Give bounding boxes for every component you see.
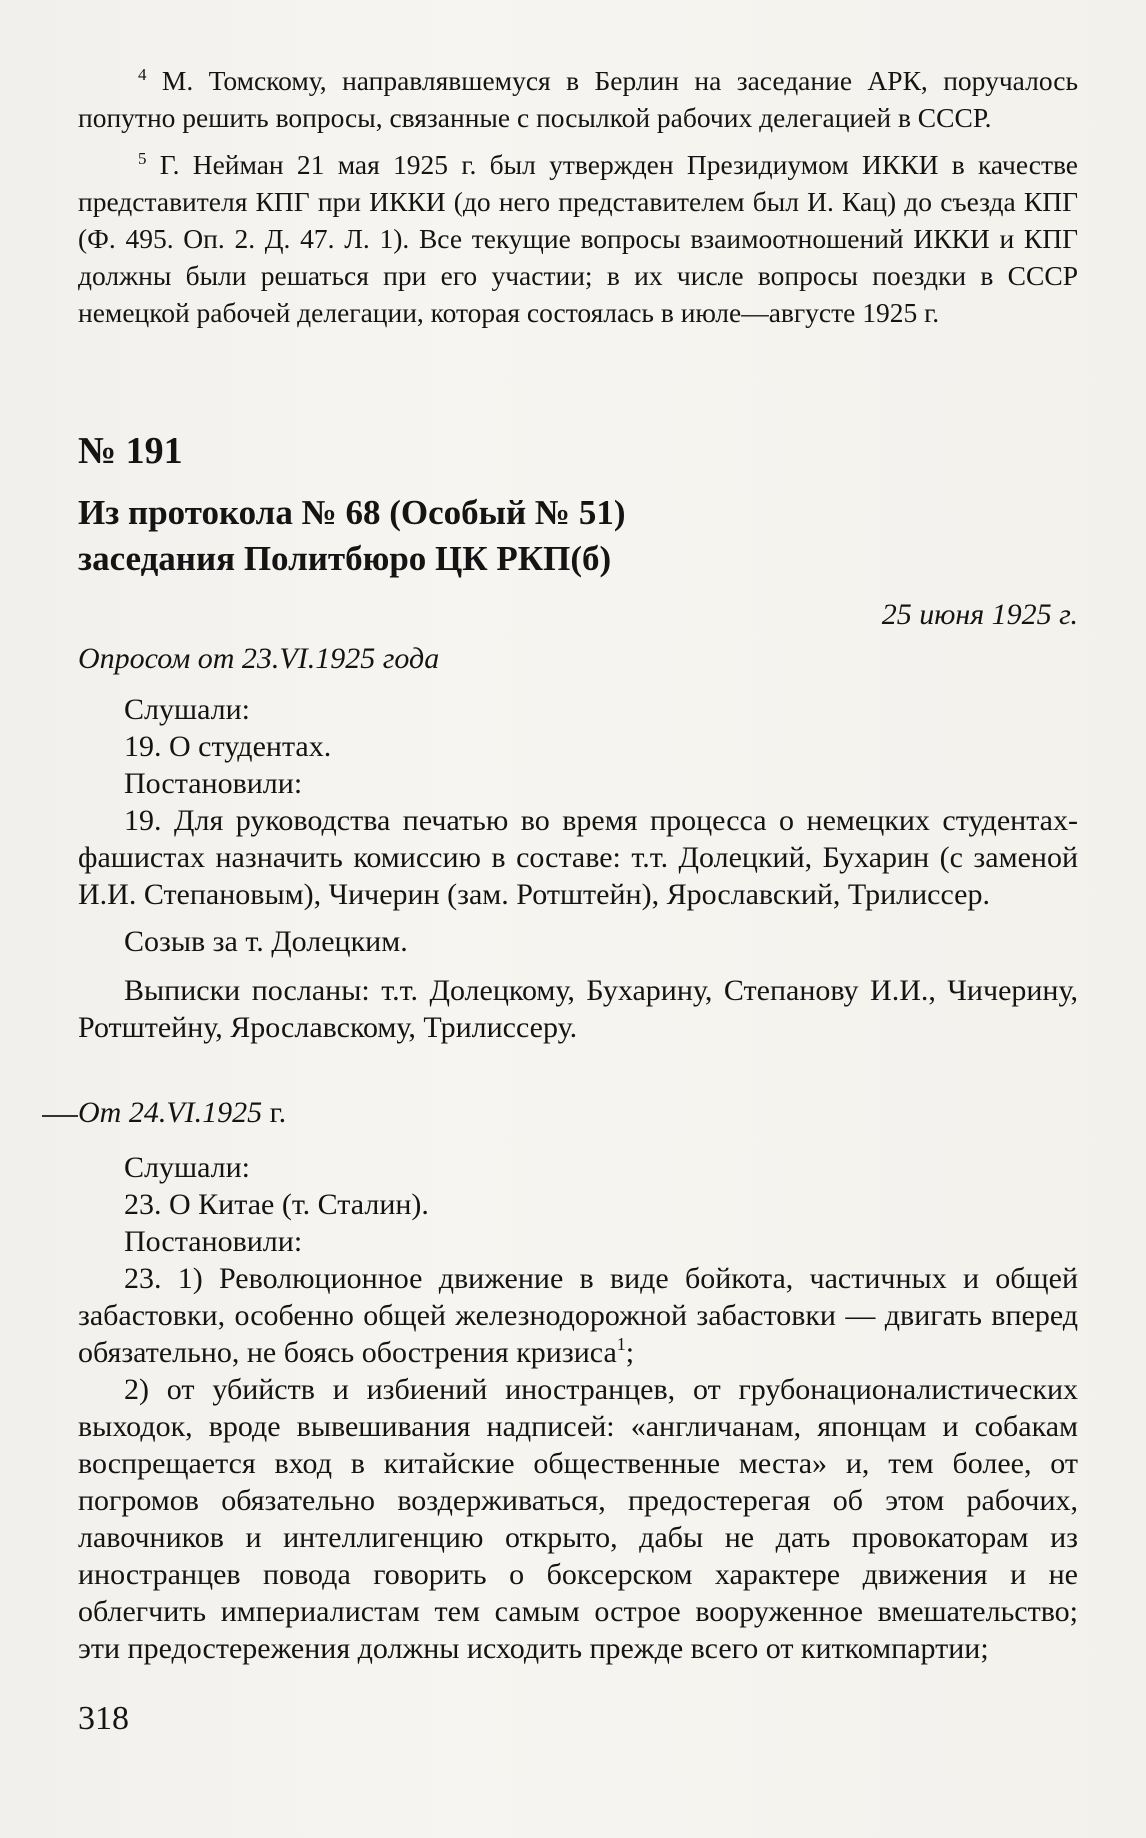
meeting-date: От 24.VI.1925 xyxy=(78,1096,263,1129)
poll-line: Опросом от 23.VI.1925 года xyxy=(78,642,440,675)
footnotes xyxy=(78,62,1078,331)
footnote-marker: 5 xyxy=(138,149,147,168)
document-title-line-2: заседания Политбюро ЦК РКП(б) xyxy=(78,539,612,578)
footnote-4 xyxy=(78,62,1078,136)
document-header xyxy=(78,430,1078,582)
footnote-text: М. Томскому, направлявшемуся в Берлин на заседание АРК, поручалось попутно решить вопросы, связанные с посылкой рабочих делегацией в СССР. xyxy=(78,65,1078,133)
resolution-point-2: 2) от убийств и избиений иностранцев, от грубонационалистических выходок, вроде вывешивания надписей: «англичанам, японцам и собакам воспрещается вход в китайские общественные места» и, тем более, от погромов обязательно воздерживаться, предостерегая об этом рабочих, лавочников и интеллигенцию открыто, дабы не дать провокаторам из иностранцев повода говорить о боксерском характере движения и не облегчить империалистам тем самым острое вооруженное вмешательство; эти предостережения должны исходить прежде всего от киткомпартии; xyxy=(78,1373,1078,1665)
footnote-marker: 4 xyxy=(138,65,147,84)
convene-text: Созыв за т. Долецким. xyxy=(124,925,408,958)
point-1-text: 23. 1) Революционное движение в виде бойкота, частичных и общей забастовки, особенно общей железнодорожной забастовки — двигать вперед обязательно, не боясь обострения кризиса xyxy=(78,1262,1078,1369)
resolved-label: Постановили: xyxy=(124,1225,303,1258)
resolved-label: Постановили: xyxy=(124,767,303,800)
resolution-text: 19. Для руководства печатью во время процесса о немецких студентах-фашистах назначить комиссию в составе: т.т. Долецкий, Бухарин (с заменой И.И. Степановым), Чичерин (зам. Ротштейн), Ярославский, Трилиссер. xyxy=(78,804,1078,911)
heard-item: 19. О студентах. xyxy=(124,730,332,763)
section-poll xyxy=(78,640,1078,1046)
footnote-text: Г. Нейман 21 мая 1925 г. был утвержден Президиумом ИККИ в качестве представителя КПГ при ИККИ (до него представителем был И. Кац) до съезда КПГ (Ф. 495. Оп. 2. Д. 47. Л. 1). Все текущие вопросы взаимоотношений ИККИ и КПГ должны были решаться при его участии; в их числе вопросы поездки в СССР немецкой рабочей делегации, которая состоялась в июле—августе 1925 г. xyxy=(78,149,1078,328)
document-number: № 191 xyxy=(78,430,183,472)
heard-label: Слушали: xyxy=(124,1151,251,1184)
section-meeting xyxy=(78,1094,1078,1667)
heard-item: 23. О Китае (т. Сталин). xyxy=(124,1188,429,1221)
document-date: 25 июня 1925 г. xyxy=(881,598,1078,631)
resolution-point-1 xyxy=(78,1260,1078,1371)
heard-label: Слушали: xyxy=(124,693,251,726)
margin-dash xyxy=(42,1115,78,1117)
point-1-end: ; xyxy=(625,1336,635,1369)
meeting-date-line xyxy=(78,1094,1078,1131)
document-title-line-1: Из протокола № 68 (Особый № 51) xyxy=(78,493,626,532)
meeting-date-suffix: г. xyxy=(262,1096,287,1129)
footnote-5 xyxy=(78,146,1078,331)
extracts-text: Выписки посланы: т.т. Долецкому, Бухарину, Степанову И.И., Чичерину, Ротштейну, Ярославскому, Трилиссеру. xyxy=(78,974,1078,1044)
page-number: 318 xyxy=(78,1700,129,1737)
footnote-ref: 1 xyxy=(616,1334,626,1354)
